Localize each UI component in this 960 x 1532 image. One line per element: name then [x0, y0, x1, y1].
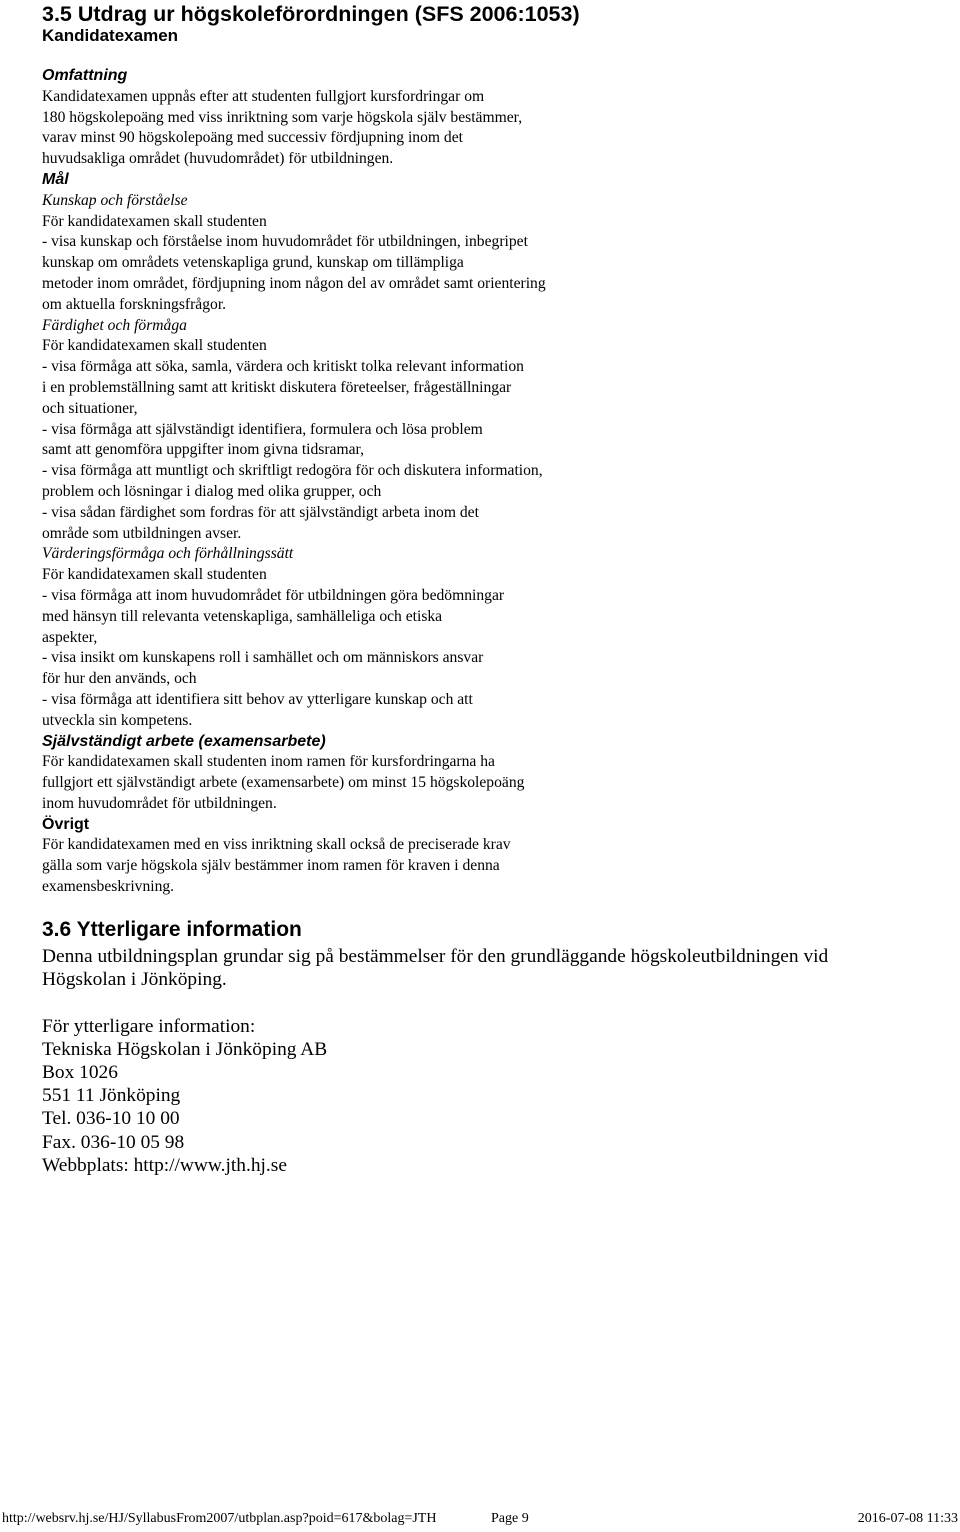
ovrigt-line: För kandidatexamen med en viss inriktning skall också de preciserade krav: [42, 836, 511, 854]
page-subtitle: Kandidatexamen: [42, 26, 179, 45]
fardighet-line: samt att genomföra uppgifter inom givna tidsramar,: [42, 441, 364, 459]
mal-heading: Mål: [42, 170, 69, 188]
vardering-line: För kandidatexamen skall studenten: [42, 566, 267, 584]
fardighet-line: - visa förmåga att söka, samla, värdera och kritiskt tolka relevant information: [42, 358, 524, 376]
fardighet-line: - visa sådan färdighet som fordras för att självständigt arbeta inom det: [42, 503, 479, 521]
omfattning-line: huvudsakliga området (huvudområdet) för utbildningen.: [42, 150, 394, 168]
vardering-line: utveckla sin kompetens.: [42, 711, 193, 729]
footer-page-number: Page 9: [491, 1511, 529, 1526]
spacer: [42, 991, 952, 1014]
fardighet-line: område som utbildningen avser.: [42, 524, 242, 542]
examensarbete-line: fullgjort ett självständigt arbete (examensarbete) om minst 15 högskolepoäng: [42, 774, 525, 792]
ovrigt-heading: Övrigt: [42, 815, 90, 833]
vardering-line: aspekter,: [42, 628, 98, 646]
contact-line: Fax. 036-10 05 98: [42, 1131, 185, 1153]
contact-line: 551 11 Jönköping: [42, 1085, 181, 1107]
fardighet-line: För kandidatexamen skall studenten: [42, 337, 267, 355]
print-footer: [0, 1509, 960, 1529]
section-3-6-body: [42, 945, 952, 1177]
vardering-line: - visa insikt om kunskapens roll i samhället och om människors ansvar: [42, 649, 484, 667]
kunskap-line: För kandidatexamen skall studenten: [42, 212, 267, 230]
vardering-line: med hänsyn till relevanta vetenskapliga, samhälleliga och etiska: [42, 607, 443, 625]
website-line: Webbplats: http://www.jth.hj.se: [42, 1154, 287, 1176]
intro-line: Denna utbildningsplan grundar sig på bestämmelser för den grundläggande högskoleutbildningen vid: [42, 946, 829, 967]
section-3-5-body: [42, 66, 942, 898]
examensarbete-line: inom huvudområdet för utbildningen.: [42, 794, 277, 812]
fardighet-heading: Färdighet och förmåga: [42, 316, 187, 334]
kunskap-line: metoder inom området, fördjupning inom någon del av området samt orientering: [42, 274, 546, 292]
omfattning-line: Kandidatexamen uppnås efter att studenten fullgjort kursfordringar om: [42, 87, 485, 105]
omfattning-line: 180 högskolepoäng med viss inriktning som varje högskola själv bestämmer,: [42, 108, 523, 126]
examensarbete-heading: Självständigt arbete (examensarbete): [42, 732, 326, 750]
kunskap-heading: Kunskap och förståelse: [42, 191, 188, 209]
vardering-heading: Värderingsförmåga och förhållningssätt: [42, 545, 294, 563]
fardighet-line: - visa förmåga att muntligt och skriftligt redogöra för och diskutera information,: [42, 462, 543, 480]
kunskap-line: - visa kunskap och förståelse inom huvudområdet för utbildningen, inbegripet: [42, 233, 528, 251]
omfattning-line: varav minst 90 högskolepoäng med successiv fördjupning inom det: [42, 129, 463, 147]
contact-line: Tekniska Högskolan i Jönköping AB: [42, 1038, 328, 1060]
fardighet-line: och situationer,: [42, 399, 138, 417]
vardering-line: - visa förmåga att identifiera sitt behov av ytterligare kunskap och att: [42, 690, 473, 708]
fardighet-line: - visa förmåga att självständigt identifiera, formulera och lösa problem: [42, 420, 483, 438]
fardighet-line: i en problemställning samt att kritiskt diskutera företeelser, frågeställningar: [42, 378, 512, 396]
footer-datetime: 2016-07-08 11:33: [857, 1511, 958, 1526]
page-title: 3.5 Utdrag ur högskoleförordningen (SFS 2006:1053): [42, 2, 580, 26]
ovrigt-line: gälla som varje högskola själv bestämmer inom ramen för kraven i denna: [42, 857, 500, 875]
contact-line: Box 1026: [42, 1062, 118, 1083]
vardering-line: - visa förmåga att inom huvudområdet för utbildningen göra bedömningar: [42, 586, 505, 604]
ovrigt-line: examensbeskrivning.: [42, 878, 175, 896]
contact-line: För ytterligare information:: [42, 1015, 256, 1037]
examensarbete-line: För kandidatexamen skall studenten inom ramen för kursfordringarna ha: [42, 753, 495, 771]
kunskap-line: kunskap om områdets vetenskapliga grund, kunskap om tillämpliga: [42, 254, 464, 272]
contact-line: Tel. 036-10 10 00: [42, 1108, 180, 1130]
footer-url: http://websrv.hj.se/HJ/SyllabusFrom2007/utbplan.asp?poid=617&bolag=JTH: [2, 1511, 437, 1526]
fardighet-line: problem och lösningar i dialog med olika grupper, och: [42, 482, 382, 500]
intro-line: Högskolan i Jönköping.: [42, 969, 227, 991]
section-3-6-heading: 3.6 Ytterligare information: [42, 918, 302, 941]
vardering-line: för hur den används, och: [42, 670, 197, 688]
omfattning-heading: Omfattning: [42, 67, 128, 84]
kunskap-line: om aktuella forskningsfrågor.: [42, 295, 227, 313]
